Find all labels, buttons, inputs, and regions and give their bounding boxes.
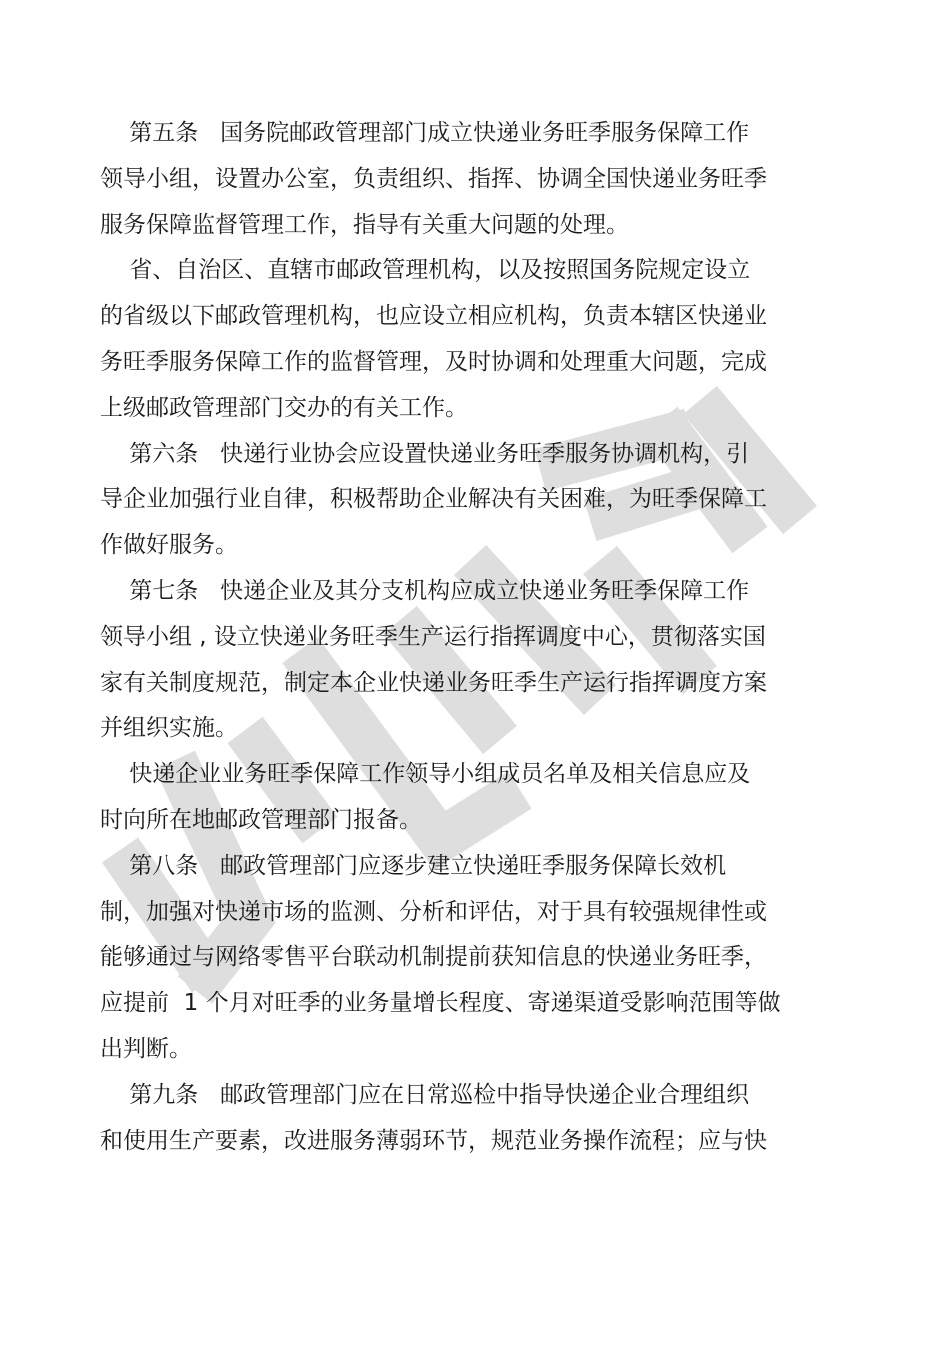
text-line: 第六条 快递行业协会应设置快递业务旺季服务协调机构，引 <box>100 440 750 467</box>
text-line: 家有关制度规范，制定本企业快递业务旺季生产运行指挥调度方案 <box>100 669 767 696</box>
text-line: 导企业加强行业自律，积极帮助企业解决有关困难，为旺季保障工 <box>100 486 767 513</box>
text-line: 第五条 国务院邮政管理部门成立快递业务旺季服务保障工作 <box>100 120 750 146</box>
text-line: 并组织实施。 <box>100 715 238 742</box>
text-line: 第九条 邮政管理部门应在日常巡检中指导快递企业合理组织 <box>100 1081 750 1108</box>
text-line: 第七条 快递企业及其分支机构应成立快递业务旺季保障工作 <box>100 578 750 604</box>
text-line: 领导小组，设置办公室，负责组织、指挥、协调全国快递业务旺季 <box>100 165 767 192</box>
text-line: 作做好服务。 <box>100 532 238 559</box>
text-line: 服务保障监督管理工作，指导有关重大问题的处理。 <box>100 211 629 238</box>
text-line: 快递企业业务旺季保障工作领导小组成员名单及相关信息应及 <box>100 761 751 788</box>
text-line: 时向所在地邮政管理部门报备。 <box>100 807 422 833</box>
text-line: 和使用生产要素，改进服务薄弱环节，规范业务操作流程；应与快 <box>100 1127 767 1154</box>
text-line: 第八条 邮政管理部门应逐步建立快递旺季服务保障长效机 <box>100 852 727 879</box>
text-line: 务旺季服务保障工作的监督管理，及时协调和处理重大问题，完成 <box>100 349 767 375</box>
text-line: 制，加强对快递市场的监测、分析和评估，对于具有较强规律性或 <box>100 898 767 925</box>
text-line: 领导小组 , 设立快递业务旺季生产运行指挥调度中心，贯彻落实国 <box>100 623 766 650</box>
text-line: 能够通过与网络零售平台联动机制提前获知信息的快递业务旺季， <box>100 944 767 971</box>
text-line: 省、自治区、直辖市邮政管理机构，以及按照国务院规定设立 <box>100 257 751 284</box>
text-line: 上级邮政管理部门交办的有关工作。 <box>100 394 468 421</box>
text-line: 应提前 1 个月对旺季的业务量增长程度、寄递渠道受影响范围等做 <box>100 990 781 1017</box>
text-line: 的省级以下邮政管理机构，也应设立相应机构，负责本辖区快递业 <box>100 303 767 330</box>
text-line: 出判断。 <box>100 1036 192 1062</box>
